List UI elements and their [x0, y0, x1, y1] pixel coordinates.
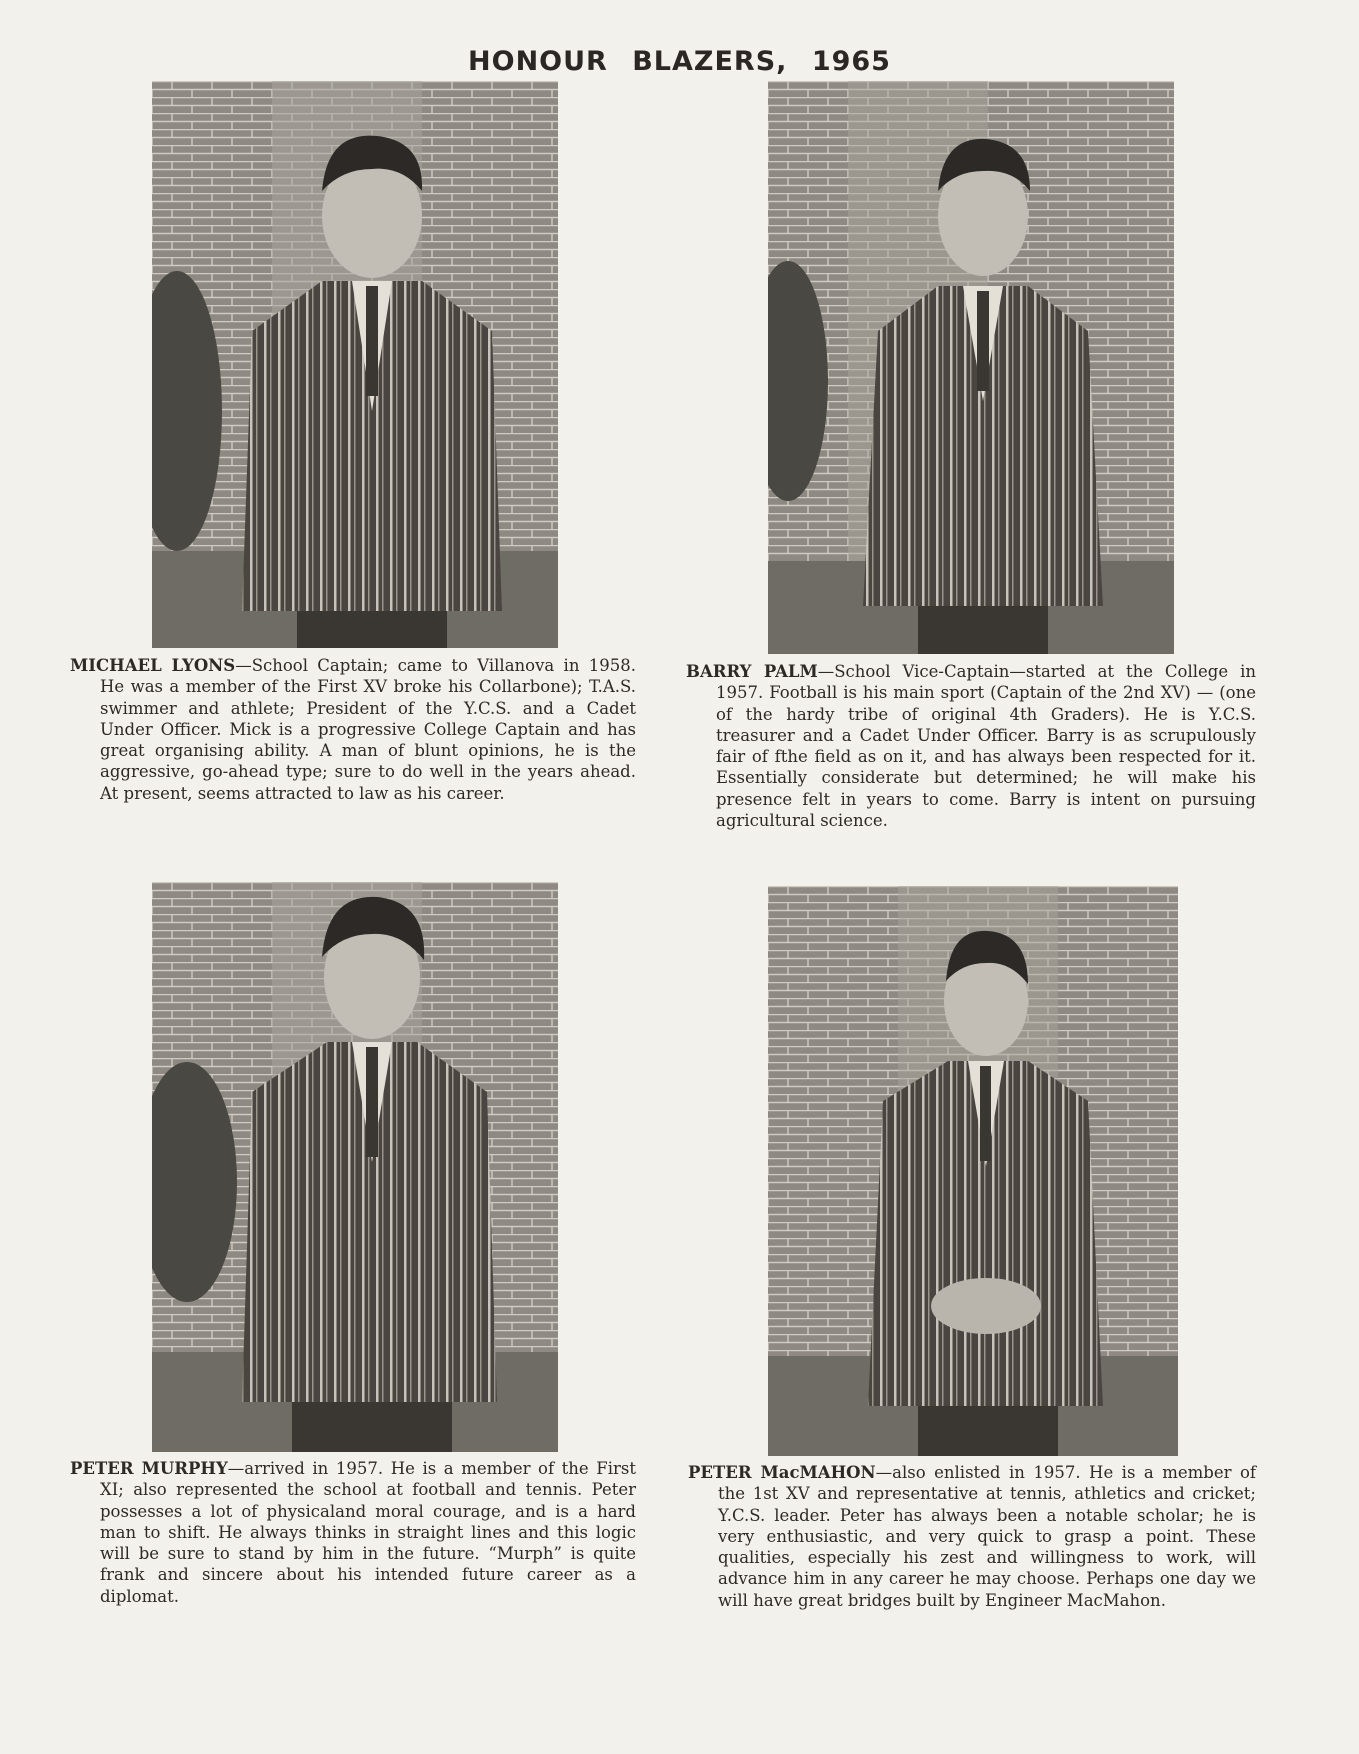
- bio-michael-lyons: —School Captain; came to Villanova in 1958. He was a member of the First XV broke his Collarbone); T.A.S. swimmer and athlete; President of the Y.C.S. and a Cadet Under Officer. Mick is a progressive College Captain and has great organising ability. A man of blunt opinions, he is the aggressive, go-ahead type; sure to do well in the years ahead. At present, seems attracted to law as his career.: [100, 656, 636, 803]
- bio-peter-macmahon: —also enlisted in 1957. He is a member of the 1st XV and representative at tennis, athletics and cricket; Y.C.S. leader. Peter has always been a notable scholar; he is very enthusiastic, and very quick to grasp a point. These qualities, especially his zest and willingness to work, will advance him in any career he may choose. Perhaps one day we will have great bridges built by Engineer MacMahon.: [718, 1463, 1256, 1610]
- portrait-photo-michael-lyons: [152, 81, 558, 648]
- portrait-photo-peter-macmahon: [768, 886, 1178, 1456]
- name-peter-macmahon: PETER MacMAHON: [688, 1463, 876, 1482]
- caption-barry-palm: [686, 661, 1256, 831]
- page-title: HONOUR BLAZERS, 1965: [468, 46, 891, 77]
- portrait-photo-barry-palm: [768, 81, 1174, 654]
- name-peter-murphy: PETER MURPHY: [70, 1459, 228, 1478]
- bio-peter-murphy: —arrived in 1957. He is a member of the First XI; also represented the school at football and tennis. Peter possesses a lot of physicaland moral courage, and is a hard man to shift. He always thinks in straight lines and this logic will be sure to stand by him in the future. “Murph” is quite frank and sincere about his intended future career as a diplomat.: [100, 1459, 636, 1606]
- caption-michael-lyons: [70, 655, 636, 804]
- caption-peter-murphy: [70, 1458, 636, 1607]
- caption-peter-macmahon: [688, 1462, 1256, 1611]
- name-michael-lyons: MICHAEL LYONS: [70, 656, 236, 675]
- portrait-photo-peter-murphy: [152, 882, 558, 1452]
- name-barry-palm: BARRY PALM: [686, 662, 818, 681]
- bio-barry-palm: —School Vice-Captain—started at the College in 1957. Football is his main sport (Captain of the 2nd XV) — (one of the hardy tribe of original 4th Graders). He is Y.C.S. treasurer and a Cadet Under Officer. Barry is as scrupulously fair of fthe field as on it, and has always been respected for it. Essentially considerate but determined; he will make his presence felt in years to come. Barry is intent on pursuing agricultural science.: [716, 662, 1256, 831]
